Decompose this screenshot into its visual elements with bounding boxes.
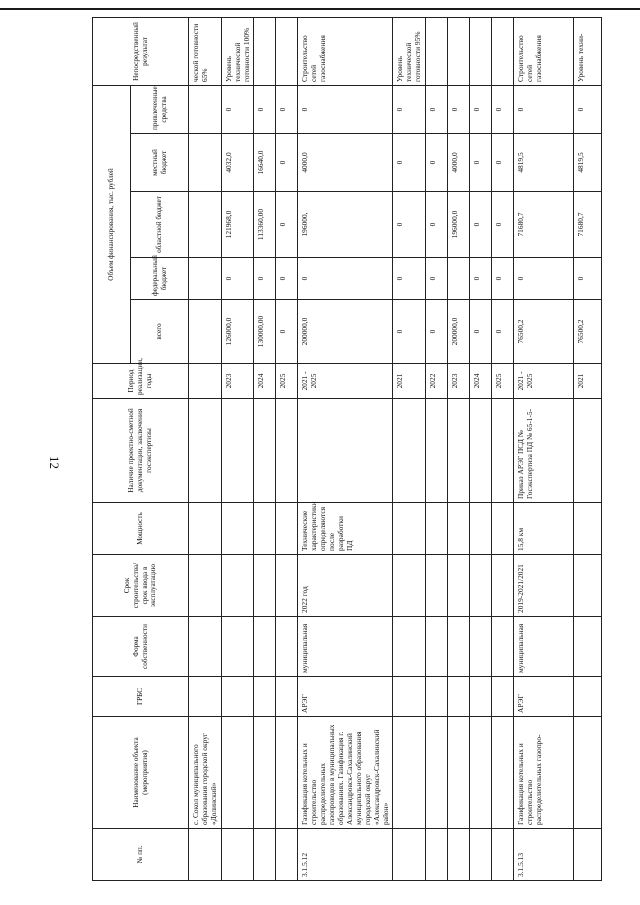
cell-ownership [254, 617, 276, 677]
cell-result [425, 17, 447, 85]
cell-ownership [189, 617, 222, 677]
table-row [469, 17, 491, 880]
cell-attracted: 0 [447, 85, 469, 133]
cell-ownership [491, 617, 513, 677]
cell-grbs [222, 677, 254, 717]
header-total: всего [131, 300, 189, 364]
cell-year: 2021 - 2025 [513, 364, 573, 399]
cell-local: 0 [393, 134, 425, 192]
cell-num [491, 829, 513, 881]
cell-build: 2019-2021/2021 [513, 555, 573, 617]
cell-docs: Приказ АРЭГ ПСД № Госэкспертиза ПД № 65-1-5- [513, 399, 573, 503]
cell-build [222, 555, 254, 617]
cell-result: Уровень технической готовности 100% [222, 17, 254, 85]
header-name: Наименование объекта (мероприятия) [93, 717, 189, 829]
cell-total: 0 [425, 300, 447, 364]
cell-year: 2024 [254, 364, 276, 399]
cell-local: 4819,5 [513, 134, 573, 192]
cell-capacity: Технические характеристики определяются после разработки ПД [298, 503, 393, 555]
cell-grbs [425, 677, 447, 717]
table-row [189, 17, 222, 880]
cell-year: 2021 [573, 364, 601, 399]
cell-ownership [425, 617, 447, 677]
header-federal: федеральный бюджет [131, 258, 189, 300]
cell-total: 76500,2 [513, 300, 573, 364]
cell-docs [222, 399, 254, 503]
cell-local: 4032,0 [222, 134, 254, 192]
table-row [276, 17, 298, 880]
rotated-table-area [92, 22, 588, 881]
cell-attracted [189, 85, 222, 133]
table-row [393, 17, 425, 880]
cell-docs [469, 399, 491, 503]
cell-attracted: 0 [298, 85, 393, 133]
header-regional: областной бюджет [131, 192, 189, 258]
cell-federal: 0 [222, 258, 254, 300]
cell-federal: 0 [491, 258, 513, 300]
cell-attracted: 0 [222, 85, 254, 133]
cell-total: 76500,2 [573, 300, 601, 364]
cell-attracted: 0 [491, 85, 513, 133]
cell-grbs [447, 677, 469, 717]
cell-regional: 0 [425, 192, 447, 258]
cell-total: 0 [491, 300, 513, 364]
cell-name [276, 717, 298, 829]
cell-local: 0 [469, 134, 491, 192]
cell-name [425, 717, 447, 829]
table-header [93, 17, 189, 880]
cell-total: 130000,00 [254, 300, 276, 364]
cell-federal: 0 [425, 258, 447, 300]
cell-year [189, 364, 222, 399]
table-row [298, 17, 393, 880]
cell-attracted: 0 [425, 85, 447, 133]
header-financing: Объем финансирования, тыс. рублей [93, 85, 131, 363]
header-period: Период реализации, годы [93, 364, 189, 399]
cell-build: 2022 год [298, 555, 393, 617]
financing-table [92, 17, 602, 881]
header-attracted: привлеченные средства [131, 85, 189, 133]
cell-year: 2023 [222, 364, 254, 399]
cell-year: 2021 - 2025 [298, 364, 393, 399]
cell-regional: 196000, [298, 192, 393, 258]
cell-local: 4000,0 [447, 134, 469, 192]
cell-regional: 71680,7 [573, 192, 601, 258]
cell-ownership [393, 617, 425, 677]
cell-build [393, 555, 425, 617]
cell-ownership [447, 617, 469, 677]
table-row [222, 17, 254, 880]
cell-year: 2025 [276, 364, 298, 399]
cell-total: 0 [469, 300, 491, 364]
cell-federal: 0 [513, 258, 573, 300]
cell-local [189, 134, 222, 192]
cell-year: 2022 [425, 364, 447, 399]
cell-attracted: 0 [276, 85, 298, 133]
cell-local: 0 [491, 134, 513, 192]
cell-name: с. Сокол муниципального образования городской округ «Долинский» [189, 717, 222, 829]
cell-result [491, 17, 513, 85]
cell-grbs [254, 677, 276, 717]
cell-ownership [469, 617, 491, 677]
cell-capacity [393, 503, 425, 555]
cell-capacity: 15,8 км [513, 503, 573, 555]
top-border-line [0, 8, 640, 10]
cell-name [573, 717, 601, 829]
cell-build [276, 555, 298, 617]
header-docs: Наличие проектно-сметной документации, заключения госэкспертизы [93, 399, 189, 503]
table-row [573, 17, 601, 880]
cell-build [254, 555, 276, 617]
cell-ownership [276, 617, 298, 677]
cell-name [491, 717, 513, 829]
cell-ownership: муниципальная [298, 617, 393, 677]
cell-num: 3.1.5.12 [298, 829, 393, 881]
cell-num [222, 829, 254, 881]
cell-total [189, 300, 222, 364]
cell-grbs [573, 677, 601, 717]
cell-year: 2023 [447, 364, 469, 399]
cell-name [469, 717, 491, 829]
cell-name [393, 717, 425, 829]
cell-regional: 0 [276, 192, 298, 258]
cell-docs [189, 399, 222, 503]
cell-docs [425, 399, 447, 503]
cell-num [573, 829, 601, 881]
cell-grbs [491, 677, 513, 717]
cell-attracted: 0 [513, 85, 573, 133]
table-row [513, 17, 573, 880]
header-result: Непосредственный результат [93, 17, 189, 85]
cell-result: Уровень техни- [573, 17, 601, 85]
cell-regional: 0 [469, 192, 491, 258]
cell-capacity [222, 503, 254, 555]
cell-name [222, 717, 254, 829]
cell-capacity [276, 503, 298, 555]
cell-build [469, 555, 491, 617]
cell-local: 4819,5 [573, 134, 601, 192]
cell-regional [189, 192, 222, 258]
cell-total: 0 [276, 300, 298, 364]
cell-ownership [222, 617, 254, 677]
cell-federal [447, 258, 469, 300]
cell-num [189, 829, 222, 881]
cell-build [573, 555, 601, 617]
cell-result: Строительство сетей газоснабжения [298, 17, 393, 85]
table-row [447, 17, 469, 880]
cell-build [189, 555, 222, 617]
cell-local: 0 [276, 134, 298, 192]
cell-num [393, 829, 425, 881]
cell-capacity [254, 503, 276, 555]
cell-year: 2021 [393, 364, 425, 399]
header-capacity: Мощность [93, 503, 189, 555]
header-local: местный бюджет [131, 134, 189, 192]
cell-regional: 0 [491, 192, 513, 258]
cell-year: 2025 [491, 364, 513, 399]
cell-total: 126000,0 [222, 300, 254, 364]
cell-docs [573, 399, 601, 503]
cell-federal [189, 258, 222, 300]
cell-docs [491, 399, 513, 503]
cell-num: 3.1.5.13 [513, 829, 573, 881]
table-row [491, 17, 513, 880]
cell-num [469, 829, 491, 881]
cell-num [254, 829, 276, 881]
cell-grbs [469, 677, 491, 717]
header-num: № пп. [93, 829, 189, 881]
cell-grbs [189, 677, 222, 717]
cell-capacity [491, 503, 513, 555]
cell-grbs: АРЭГ [513, 677, 573, 717]
cell-name: Газификация котельных и строительство распределительных газопроводов в муниципальных образованиях. Газификация г. Александровск-Сахалинский муниципального образования городской округ «Александровск-Сахалинский район» [298, 717, 393, 829]
cell-build [491, 555, 513, 617]
cell-grbs [276, 677, 298, 717]
cell-num [276, 829, 298, 881]
cell-local: 0 [425, 134, 447, 192]
cell-regional: 121968,0 [222, 192, 254, 258]
cell-attracted: 0 [469, 85, 491, 133]
page-number: 12 [47, 456, 62, 469]
cell-year: 2024 [469, 364, 491, 399]
cell-grbs [393, 677, 425, 717]
cell-regional: 0 [393, 192, 425, 258]
table-rotator [92, 22, 588, 881]
cell-federal: 0 [469, 258, 491, 300]
header-build-period: Срок строительства/срок ввода в эксплуатацию [93, 555, 189, 617]
cell-ownership: муниципальная [513, 617, 573, 677]
header-grbs: ГРБС [93, 677, 189, 717]
cell-docs [447, 399, 469, 503]
cell-federal: 0 [276, 258, 298, 300]
cell-regional: 196000,0 [447, 192, 469, 258]
cell-total: 0 [393, 300, 425, 364]
cell-federal: 0 [254, 258, 276, 300]
cell-result [469, 17, 491, 85]
cell-capacity [469, 503, 491, 555]
cell-docs [254, 399, 276, 503]
cell-local: 4000,0 [298, 134, 393, 192]
cell-name [447, 717, 469, 829]
table-body [189, 17, 602, 880]
cell-federal: 0 [298, 258, 393, 300]
cell-result: Уровень технической готовности 95% [393, 17, 425, 85]
cell-result: Строительство сетей газоснабжения [513, 17, 573, 85]
cell-capacity [447, 503, 469, 555]
cell-federal: 0 [573, 258, 601, 300]
header-ownership: Форма собственности [93, 617, 189, 677]
cell-build [425, 555, 447, 617]
cell-ownership [573, 617, 601, 677]
cell-docs [393, 399, 425, 503]
cell-federal: 0 [393, 258, 425, 300]
cell-name: Газификация котельных и строительство распределительных газопро- [513, 717, 573, 829]
cell-grbs: АРЭГ [298, 677, 393, 717]
cell-capacity [189, 503, 222, 555]
cell-result: ческой готовности 65% [189, 17, 222, 85]
cell-total: 200000,0 [447, 300, 469, 364]
cell-capacity [425, 503, 447, 555]
cell-build [447, 555, 469, 617]
cell-attracted: 0 [254, 85, 276, 133]
table-row [425, 17, 447, 880]
cell-attracted: 0 [393, 85, 425, 133]
cell-capacity [573, 503, 601, 555]
cell-num [447, 829, 469, 881]
cell-result [276, 17, 298, 85]
cell-num [425, 829, 447, 881]
cell-attracted: 0 [573, 85, 601, 133]
cell-local: 16640,0 [254, 134, 276, 192]
cell-result [447, 17, 469, 85]
cell-total: 200000,0 [298, 300, 393, 364]
cell-docs [298, 399, 393, 503]
cell-result [254, 17, 276, 85]
table-row [254, 17, 276, 880]
cell-docs [276, 399, 298, 503]
cell-name [254, 717, 276, 829]
cell-regional: 113360,00 [254, 192, 276, 258]
cell-regional: 71680,7 [513, 192, 573, 258]
